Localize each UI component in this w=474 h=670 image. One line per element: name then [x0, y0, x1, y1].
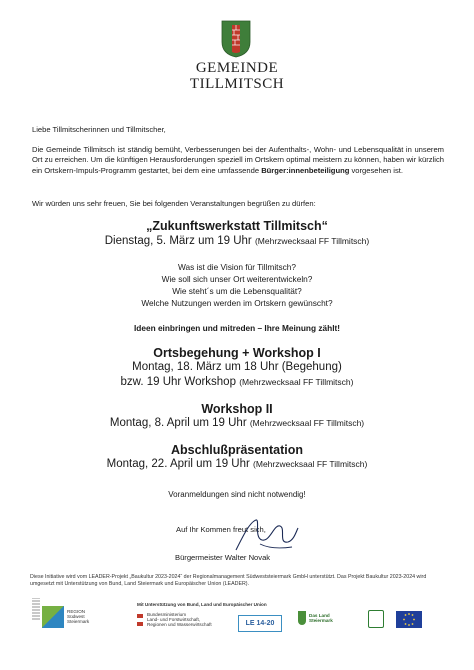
question-4: Welche Nutzungen werden im Ortskern gewünscht?: [141, 298, 333, 308]
austria-flag-icon: [137, 614, 143, 626]
signer-name: Bürgermeister Walter Novak: [175, 553, 271, 562]
question-3: Wie steht´s um die Lebensqualität?: [172, 286, 302, 296]
land-steiermark-logo: Das Land Steiermark: [309, 613, 333, 624]
event4-date-text: Montag, 22. April um 19 Uhr: [106, 458, 254, 470]
event4-title: Abschlußpräsentation: [171, 443, 303, 457]
eu-support-text: Mit Unterstützung von Bund, Land und Europäischer Union: [137, 602, 267, 607]
intro-text-b: vorgesehen ist.: [349, 165, 403, 175]
ministry-line-3: Regionen und Wasserwirtschaft: [147, 622, 212, 627]
small-print-block: [32, 598, 40, 620]
event1-date-text: Dienstag, 5. März um 19 Uhr: [104, 235, 255, 247]
salutation: Liebe Tillmitscherinnen und Tillmitscher,: [32, 125, 166, 134]
region-logo-mark: [42, 606, 64, 628]
event2-date2-text: bzw. 19 Uhr Workshop: [120, 376, 240, 388]
event1-title: „Zukunftswerkstatt Tillmitsch“: [146, 219, 328, 233]
ministry-line-1: Bundesministerium: [147, 612, 187, 617]
event3-location: (Mehrzwecksaal FF Tillmitsch): [249, 418, 365, 428]
question-2: Wie soll sich unser Ort weiterentwickeln?: [161, 274, 313, 284]
motto: Ideen einbringen und mitreden – Ihre Meinung zählt!: [133, 323, 341, 333]
region-name-2: Steiermark: [67, 619, 90, 624]
event2-date2: [0, 376, 474, 388]
region-name-1: Südwest: [67, 614, 85, 619]
event3-date: [0, 417, 474, 429]
closing-greeting: Auf Ihr Kommen freut sich,: [176, 525, 266, 534]
event4-date: [0, 458, 474, 470]
region-label: REGION: [67, 609, 86, 614]
event2-location: (Mehrzwecksaal FF Tillmitsch): [239, 377, 354, 387]
funding-note: Diese Initiative wird vom LEADER-Projekt „Baukultur 2023-2024“ der Regionalmanagement Südweststeiermark GmbH unterstützt. Das Projekt Baukultur 2023-2024 wird umgesetzt mit Unterstützung von Bund, Land Steiermark und Europäischer Union (LEADER).: [30, 574, 427, 587]
leader-region-logo: [368, 610, 384, 628]
municipality-name-line1: GEMEINDE: [195, 60, 279, 76]
event4-location: (Mehrzwecksaal FF Tillmitsch): [253, 459, 368, 469]
steiermark-crest-icon: [298, 611, 306, 625]
intro-paragraph: [32, 145, 444, 176]
event2-title: Ortsbegehung + Workshop I: [153, 346, 321, 360]
municipality-name-line2: TILLMITSCH: [189, 76, 285, 92]
event1-date: [0, 235, 474, 247]
event2-date: Montag, 18. März um 18 Uhr (Begehung): [132, 361, 342, 373]
eu-flag-icon: [396, 611, 422, 628]
intro-text-a: Die Gemeinde Tillmitsch ist ständig bemüht, Verbesserungen bei der Aufenthalts-, Wohn- und Lebensqualität in unserem Ort zu erreichen. Um die künftigen Herausforderungen speziell im Ortskern optimal meistern zu können, haben wir kürzlich ein Ortskern-Impuls-Programm gestartet, bei dem eine umfassende: [32, 145, 444, 175]
handwritten-signature: [232, 514, 302, 556]
event1-location: (Mehrzwecksaal FF Tillmitsch): [254, 236, 370, 246]
leader-logo: LE 14-20: [238, 615, 282, 632]
question-1: Was ist die Vision für Tillmitsch?: [177, 262, 297, 272]
ministry-line-2: Land- und Forstwirtschaft,: [147, 617, 201, 622]
registration-note: Voranmeldungen sind nicht notwendig!: [168, 490, 306, 499]
municipal-crest-logo: [221, 20, 251, 58]
invitation-paragraph: Wir würden uns sehr freuen, Sie bei folgenden Veranstaltungen begrüßen zu dürfen:: [32, 199, 316, 208]
event3-title: Workshop II: [201, 402, 273, 416]
event3-date-text: Montag, 8. April um 19 Uhr: [109, 417, 250, 429]
citizen-participation-highlight: Bürger:innenbeteiligung: [261, 165, 350, 175]
